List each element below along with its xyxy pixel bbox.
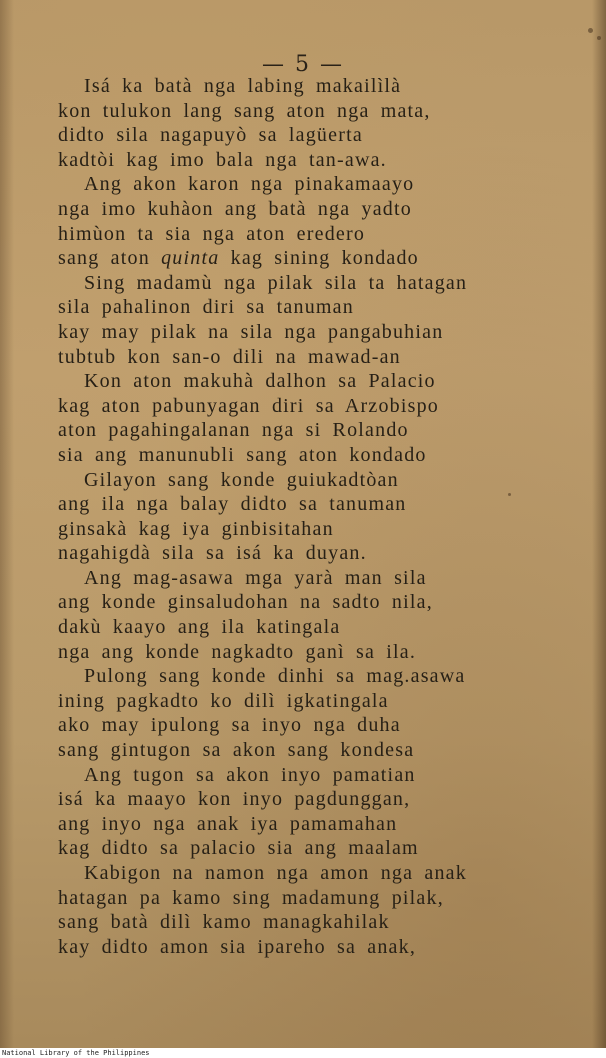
- poem-line: nga ang konde nagkadto ganì sa ila.: [58, 640, 417, 663]
- page-number: — 5 —: [262, 52, 344, 77]
- poem-line: dakù kaayo ang ila katingala: [58, 616, 341, 639]
- poem-text: [58, 74, 568, 959]
- poem-line: nagahigdà sila sa isá ka duyan.: [58, 542, 367, 565]
- poem-line: Gilayon sang konde guiukadtòan: [84, 468, 399, 491]
- footer-bar: [0, 1049, 606, 1058]
- poem-line: kon tulukon lang sang aton nga mata,: [58, 99, 431, 122]
- poem-line: hatagan pa kamo sing madamung pilak,: [58, 886, 444, 909]
- poem-line: himùon ta sia nga aton eredero: [58, 222, 366, 245]
- poem-line: nga imo kuhàon ang batà nga yadto: [58, 197, 412, 220]
- poem-line: sila pahalinon diri sa tanuman: [58, 296, 354, 319]
- poem-line: Kabigon na namon nga amon nga anak: [84, 862, 467, 884]
- ink-spot: [597, 36, 601, 40]
- poem-line: sang aton quinta kag sining kondado: [58, 247, 419, 270]
- page-edge-shadow-right: [592, 0, 606, 1048]
- poem-line: kay didto amon sia ipareho sa anak,: [58, 935, 417, 958]
- poem-line: sia ang manunubli sang aton kondado: [58, 443, 427, 466]
- page-edge-shadow-left: [0, 0, 14, 1048]
- poem-line: kag aton pabunyagan diri sa Arzobispo: [58, 394, 439, 417]
- library-credit: National Library of the Philippines: [2, 1049, 150, 1057]
- poem-line: tubtub kon san-o dili na mawad-an: [58, 345, 401, 368]
- poem-line: sang batà dilì kamo managkahilak: [58, 911, 390, 934]
- poem-line: Pulong sang konde dinhi sa mag.asawa: [84, 665, 466, 688]
- poem-line: ang inyo nga anak iya pamamahan: [58, 812, 398, 835]
- poem-line: Ang mag-asawa mga yarà man sila: [84, 566, 427, 589]
- poem-line: kadtòi kag imo bala nga tan-awa.: [58, 148, 387, 171]
- poem-line: ako may ipulong sa inyo nga duha: [58, 714, 401, 737]
- poem-line: Sing madamù nga pilak sila ta hatagan: [84, 271, 468, 294]
- poem-line: aton pagahingalanan nga si Rolando: [58, 419, 409, 442]
- ink-spot: [588, 28, 593, 33]
- poem-line: kag didto sa palacio sia ang maalam: [58, 837, 419, 860]
- poem-line: Isá ka batà nga labing makailìlà: [84, 75, 402, 97]
- poem-line: ang konde ginsaludohan na sadto nila,: [58, 591, 433, 614]
- poem-line: Kon aton makuhà dalhon sa Palacio: [84, 370, 436, 393]
- poem-line: isá ka maayo kon inyo pagdunggan,: [58, 788, 411, 811]
- poem-line: sang gintugon sa akon sang kondesa: [58, 739, 415, 762]
- poem-line: ang ila nga balay didto sa tanuman: [58, 493, 407, 516]
- poem-line: Ang tugon sa akon inyo pamatian: [84, 763, 416, 786]
- poem-line: ginsakà kag iya ginbisitahan: [58, 517, 334, 540]
- poem-line: kay may pilak na sila nga pangabuhian: [58, 320, 444, 343]
- poem-line: Ang akon karon nga pinakamaayo: [84, 173, 415, 196]
- poem-line: ining pagkadto ko dilì igkatingala: [58, 689, 389, 712]
- poem-line: didto sila nagapuyò sa lagüerta: [58, 124, 363, 147]
